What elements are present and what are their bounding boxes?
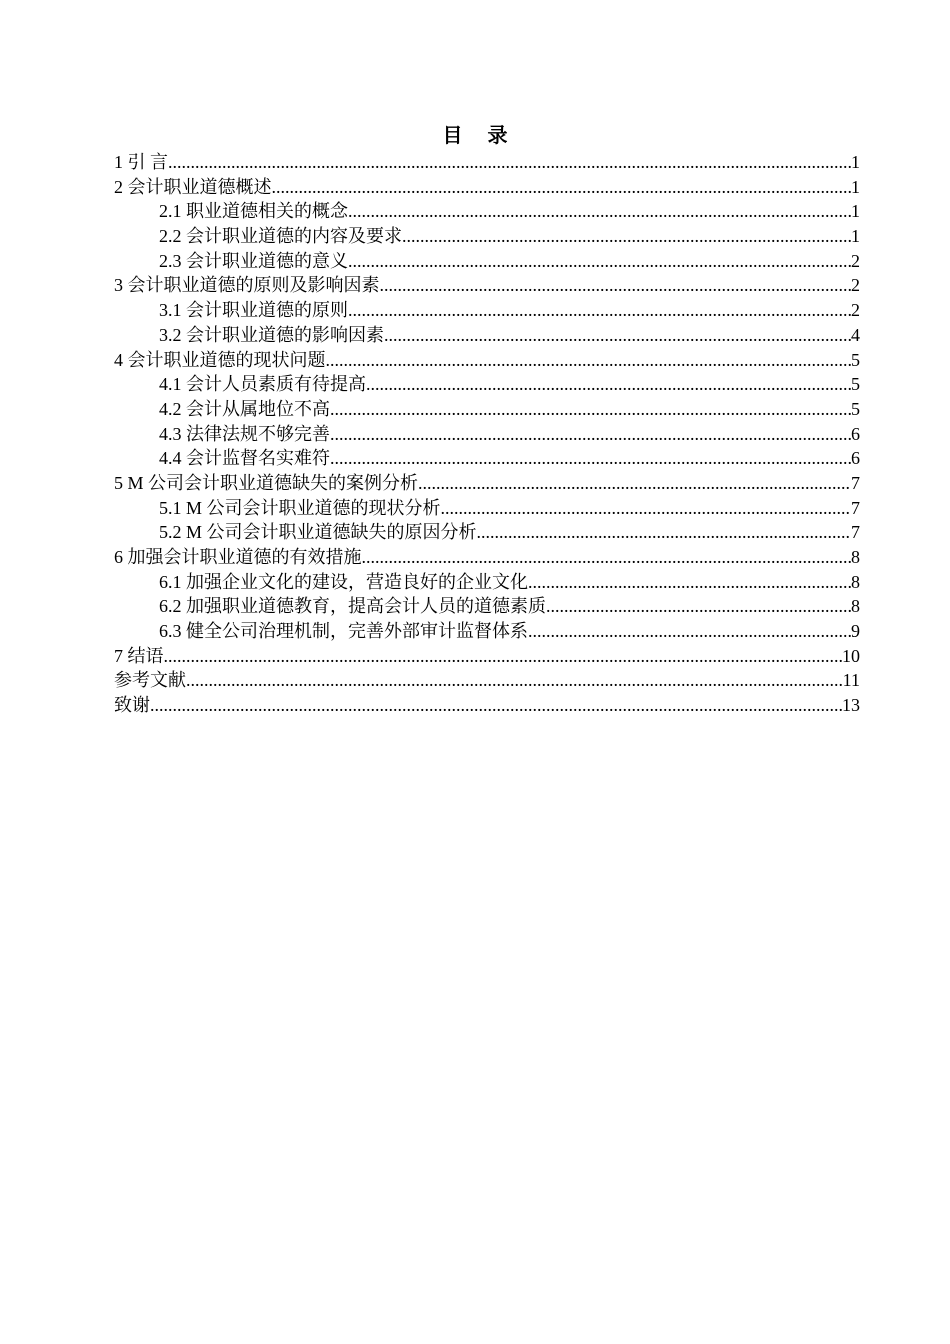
toc-entry-label: 致谢 (114, 695, 150, 716)
toc-entry-label: 3 会计职业道德的原则及影响因素 (114, 275, 380, 296)
toc-leader-dots (528, 570, 851, 595)
toc-entry-page-number: 2 (851, 300, 860, 321)
toc-list (114, 150, 860, 718)
toc-entry-label: 2 会计职业道德概述 (114, 176, 272, 197)
toc-leader-dots (546, 594, 851, 619)
toc-leader-dots (528, 619, 851, 644)
toc-entry-16[interactable] (114, 520, 860, 545)
toc-leader-dots (380, 273, 852, 298)
toc-entry-20[interactable] (114, 619, 860, 644)
toc-entry-22[interactable] (114, 668, 860, 693)
toc-leader-dots (441, 496, 851, 521)
toc-entry-label: 6 加强会计职业道德的有效措施 (114, 547, 362, 567)
toc-entry-page-number: 11 (842, 670, 860, 691)
toc-entry-12[interactable] (114, 422, 860, 447)
toc-entry-11[interactable] (114, 397, 860, 422)
toc-leader-dots (326, 348, 852, 373)
toc-entry-label: 5.2 M 公司会计职业道德缺失的原因分析 (159, 522, 477, 543)
toc-entry-page-number: 5 (851, 398, 860, 419)
toc-leader-dots (330, 397, 851, 422)
toc-entry-5[interactable] (114, 249, 860, 274)
toc-entry-page-number: 5 (851, 374, 860, 395)
toc-entry-2[interactable] (114, 175, 860, 200)
toc-leader-dots (164, 644, 843, 669)
toc-entry-page-number: 6 (851, 448, 860, 469)
toc-leader-dots (348, 199, 851, 224)
toc-leader-dots (330, 422, 851, 447)
toc-entry-page-number: 10 (842, 645, 860, 666)
toc-entry-13[interactable] (114, 446, 860, 471)
toc-entry-label: 2.2 会计职业道德的内容及要求 (159, 226, 402, 247)
toc-entry-7[interactable] (114, 298, 860, 323)
toc-entry-page-number: 8 (851, 571, 860, 592)
toc-entry-10[interactable] (114, 372, 860, 397)
toc-entry-4[interactable] (114, 224, 860, 249)
toc-entry-page-number: 8 (851, 547, 860, 567)
toc-entry-page-number: 1 (851, 176, 860, 197)
toc-entry-page-number: 6 (851, 423, 860, 444)
toc-leader-dots (272, 175, 852, 200)
toc-entry-label: 5.1 M 公司会计职业道德的现状分析 (159, 497, 441, 518)
toc-leader-dots (186, 668, 843, 693)
toc-leader-dots (150, 693, 842, 718)
toc-entry-label: 6.2 加强职业道德教育，提高会计人员的道德素质 (159, 596, 546, 617)
toc-entry-page-number: 2 (851, 275, 860, 296)
toc-entry-page-number: 8 (851, 596, 860, 617)
toc-entry-page-number: 1 (851, 201, 860, 222)
toc-entry-label: 4 会计职业道德的现状问题 (114, 349, 326, 370)
toc-leader-dots (348, 298, 851, 323)
toc-entry-page-number: 9 (851, 621, 860, 642)
toc-entry-15[interactable] (114, 496, 860, 521)
toc-entry-9[interactable] (114, 348, 860, 373)
toc-entry-23[interactable] (114, 693, 860, 718)
toc-entry-page-number: 7 (851, 472, 860, 493)
toc-leader-dots (384, 323, 851, 348)
toc-entry-3[interactable] (114, 199, 860, 224)
toc-leader-dots (330, 446, 851, 471)
toc-entry-label: 4.2 会计从属地位不高 (159, 398, 330, 419)
toc-entry-label: 4.1 会计人员素质有待提高 (159, 374, 366, 395)
toc-entry-label: 3.2 会计职业道德的影响因素 (159, 324, 384, 345)
toc-entry-14[interactable] (114, 471, 860, 496)
toc-leader-dots (402, 224, 851, 249)
toc-entry-label: 参考文献 (114, 670, 186, 691)
toc-entry-page-number: 1 (851, 226, 860, 247)
toc-entry-page-number: 1 (851, 152, 860, 172)
toc-leader-dots (362, 545, 852, 570)
toc-entry-19[interactable] (114, 594, 860, 619)
toc-entry-label: 2.1 职业道德相关的概念 (159, 201, 348, 222)
toc-entry-label: 3.1 会计职业道德的原则 (159, 300, 348, 321)
toc-entry-1[interactable] (114, 150, 860, 175)
toc-leader-dots (418, 471, 851, 496)
toc-entry-17[interactable] (114, 545, 860, 570)
toc-entry-21[interactable] (114, 644, 860, 669)
toc-entry-8[interactable] (114, 323, 860, 348)
toc-entry-6[interactable] (114, 273, 860, 298)
toc-title: 目 录 (442, 125, 518, 147)
toc-entry-page-number: 4 (851, 324, 860, 345)
toc-entry-label: 7 结语 (114, 645, 164, 666)
toc-leader-dots (366, 372, 851, 397)
toc-entry-label: 4.3 法律法规不够完善 (159, 423, 330, 444)
toc-entry-label: 5 M 公司会计职业道德缺失的案例分析 (114, 472, 419, 493)
toc-entry-label: 4.4 会计监督名实难符 (159, 448, 330, 469)
toc-entry-page-number: 5 (851, 349, 860, 370)
toc-entry-label: 1 引 言 (114, 152, 168, 172)
toc-entry-label: 6.1 加强企业文化的建设，营造良好的企业文化 (159, 571, 528, 592)
toc-entry-label: 6.3 健全公司治理机制，完善外部审计监督体系 (159, 621, 528, 642)
toc-entry-18[interactable] (114, 570, 860, 595)
toc-leader-dots (348, 249, 851, 274)
toc-entry-label: 2.3 会计职业道德的意义 (159, 250, 348, 271)
toc-leader-dots (477, 520, 851, 545)
toc-leader-dots (168, 150, 851, 175)
toc-entry-page-number: 2 (851, 250, 860, 271)
toc-entry-page-number: 7 (851, 522, 860, 543)
toc-entry-page-number: 13 (842, 695, 860, 716)
toc-entry-page-number: 7 (851, 497, 860, 518)
